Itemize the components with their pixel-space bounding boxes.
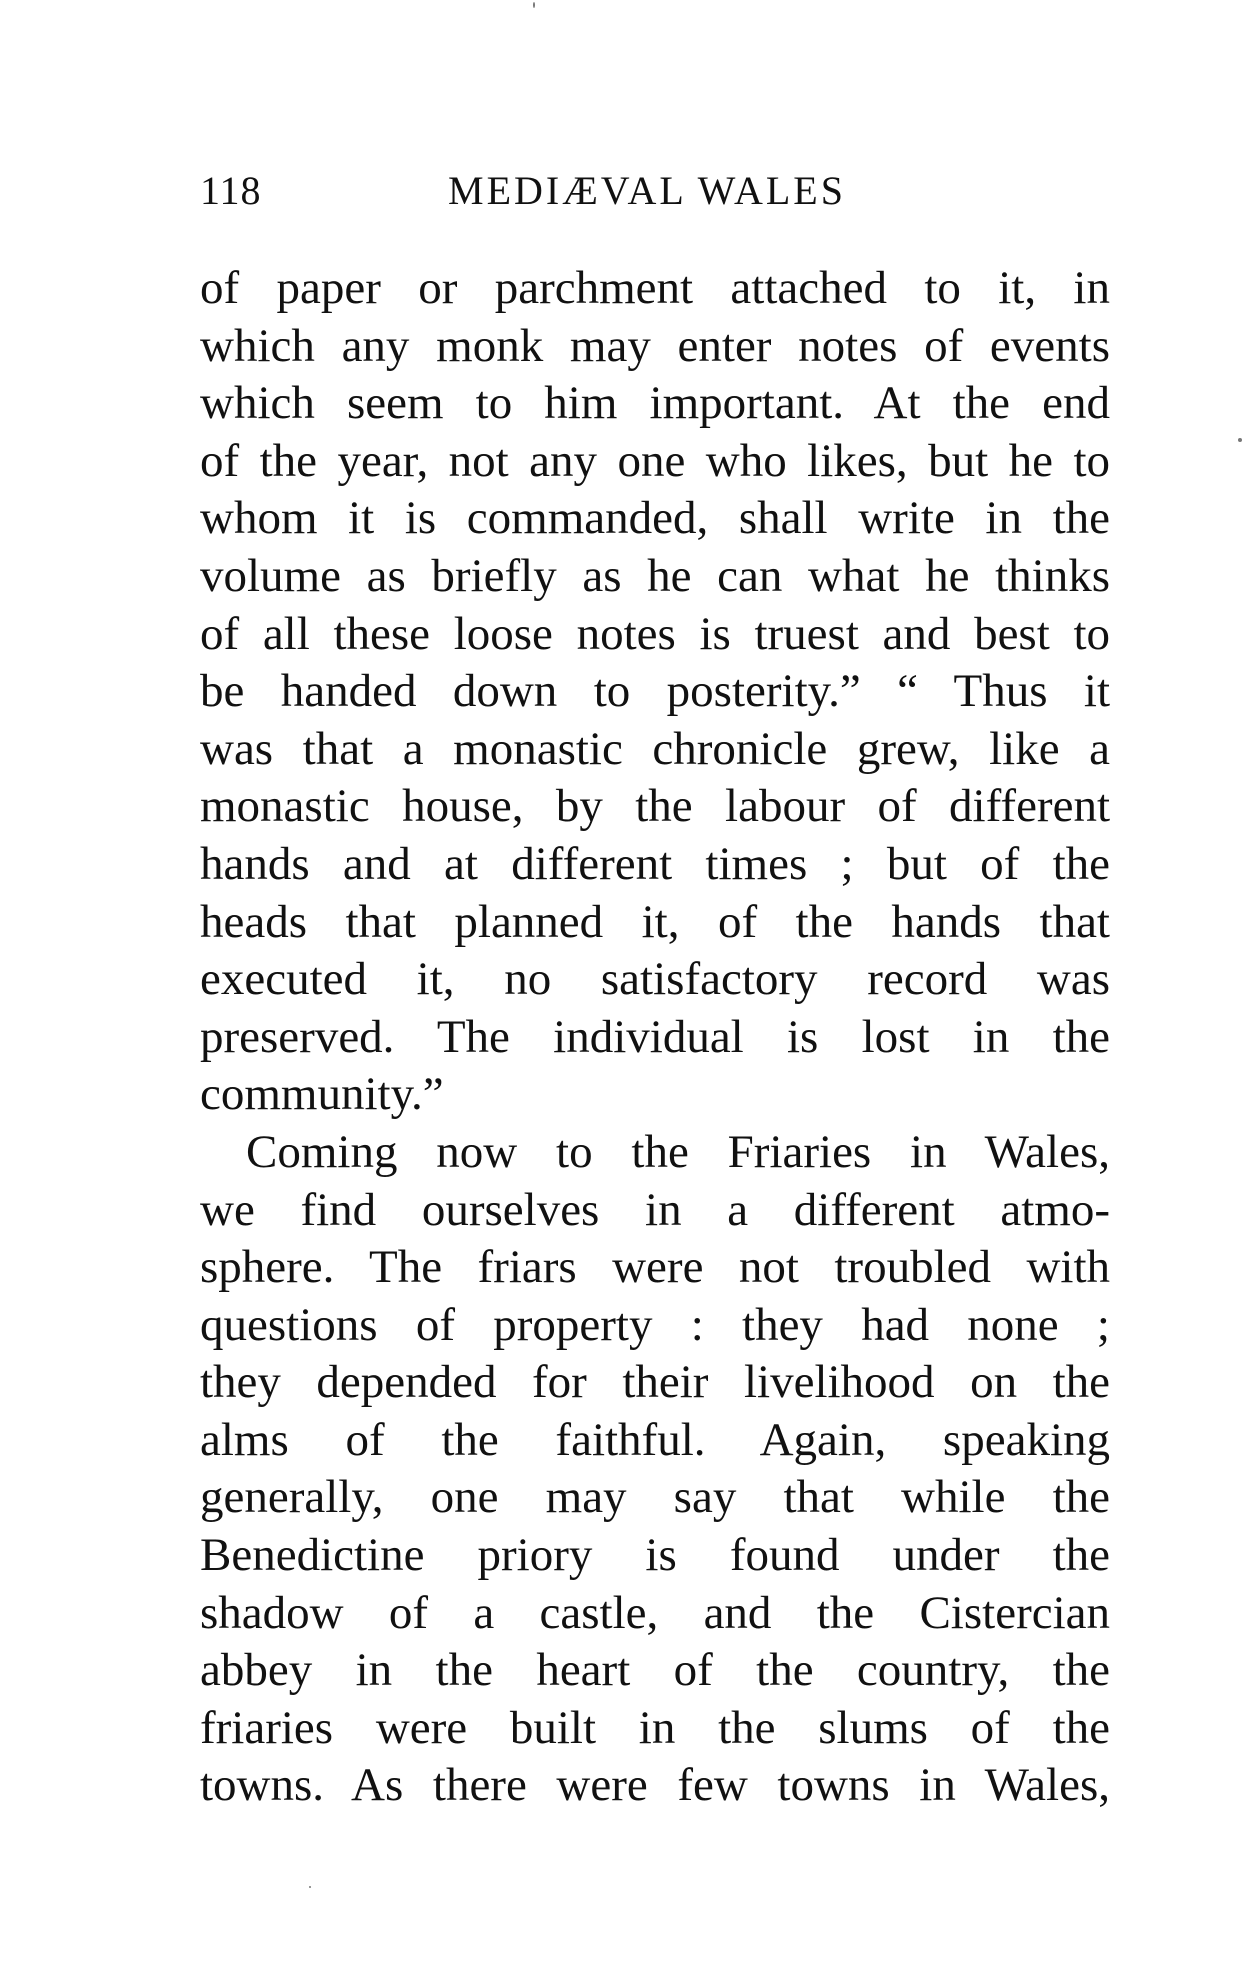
text-line: monastic house, by the labour of different bbox=[200, 780, 1110, 833]
paragraph-end-line: community.” bbox=[200, 1068, 444, 1121]
text-line: hands and at different times ; but of the bbox=[200, 837, 1110, 890]
text-line: which any monk may enter notes of events bbox=[200, 319, 1110, 372]
text-line: abbey in the heart of the country, the bbox=[200, 1644, 1110, 1697]
text-line: of the year, not any one who likes, but he to bbox=[200, 434, 1110, 487]
text-line: be handed down to posterity.” “ Thus it bbox=[200, 665, 1110, 718]
scan-speck bbox=[533, 2, 535, 8]
paragraph-start-line: Coming now to the Friaries in Wales, bbox=[246, 1125, 1110, 1178]
scan-speck bbox=[309, 1886, 311, 1888]
body-text bbox=[200, 260, 1110, 1815]
running-title: MEDIÆVAL WALES bbox=[448, 168, 846, 213]
text-line: was that a monastic chronicle grew, like a bbox=[200, 722, 1110, 775]
page-number: 118 bbox=[200, 168, 262, 213]
text-line: of all these loose notes is truest and best to bbox=[200, 607, 1110, 660]
text-line: friaries were built in the slums of the bbox=[200, 1701, 1110, 1754]
text-line: they depended for their livelihood on the bbox=[200, 1356, 1110, 1409]
text-line: which seem to him important. At the end bbox=[200, 377, 1110, 430]
text-line: of paper or parchment attached to it, in bbox=[200, 262, 1110, 314]
text-line: Benedictine priory is found under the bbox=[200, 1529, 1110, 1582]
page-header bbox=[200, 166, 1110, 216]
text-line: heads that planned it, of the hands that bbox=[200, 895, 1110, 948]
text-line: executed it, no satisfactory record was bbox=[200, 953, 1110, 1006]
text-line: generally, one may say that while the bbox=[200, 1471, 1110, 1524]
text-line: towns. As there were few towns in Wales, bbox=[200, 1759, 1110, 1812]
text-line: questions of property : they had none ; bbox=[200, 1298, 1110, 1351]
text-line: sphere. The friars were not troubled with bbox=[200, 1241, 1110, 1294]
text-line: volume as briefly as he can what he thinks bbox=[200, 549, 1110, 602]
text-line: shadow of a castle, and the Cistercian bbox=[200, 1586, 1110, 1639]
text-line: whom it is commanded, shall write in the bbox=[200, 492, 1110, 545]
text-line: preserved. The individual is lost in the bbox=[200, 1010, 1110, 1063]
text-line: alms of the faithful. Again, speaking bbox=[200, 1413, 1110, 1466]
scan-speck bbox=[1238, 438, 1242, 442]
text-line: we find ourselves in a different atmo- bbox=[200, 1183, 1110, 1236]
